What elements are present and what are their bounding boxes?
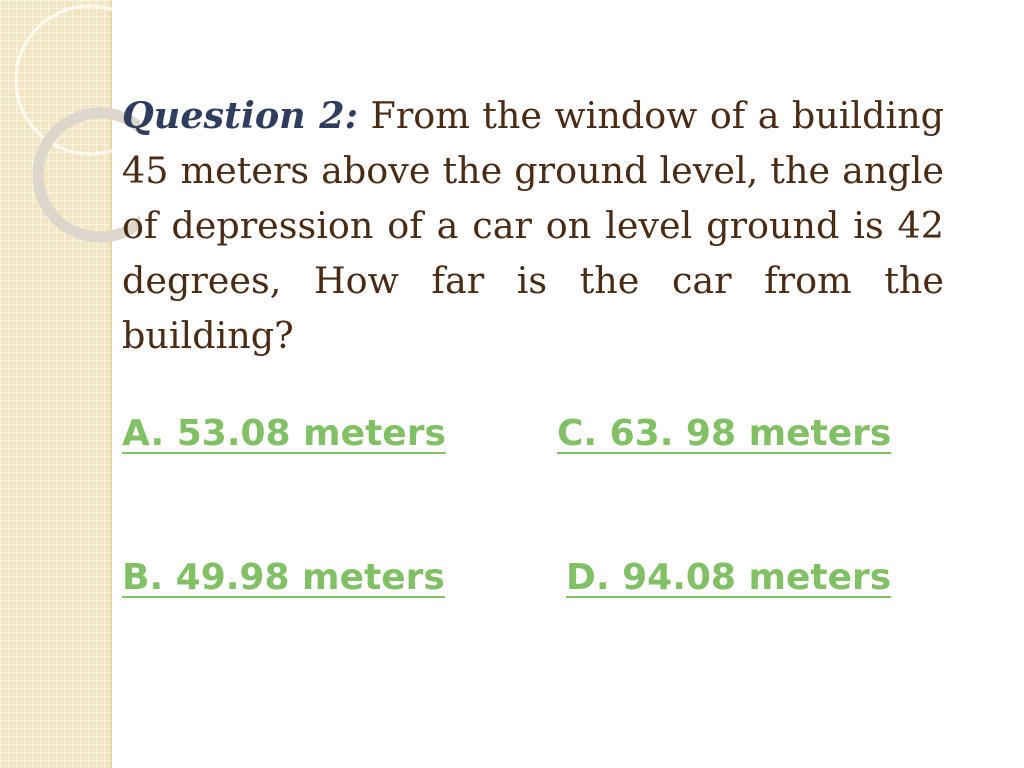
answer-option-b[interactable]: B. 49.98 meters (122, 557, 445, 598)
answer-option-c[interactable]: C. 63. 98 meters (557, 413, 892, 454)
question-text (122, 88, 944, 363)
question-body: From the window of a building 45 meters above the ground level, the angle of depression of a car on level ground is 42 degrees, How far is the car from the building? (122, 94, 944, 357)
decorative-circles (0, 0, 140, 260)
question-label: Question 2: (122, 94, 359, 137)
answer-option-a[interactable]: A. 53.08 meters (122, 413, 446, 454)
answer-option-d[interactable]: D. 94.08 meters (566, 557, 892, 598)
